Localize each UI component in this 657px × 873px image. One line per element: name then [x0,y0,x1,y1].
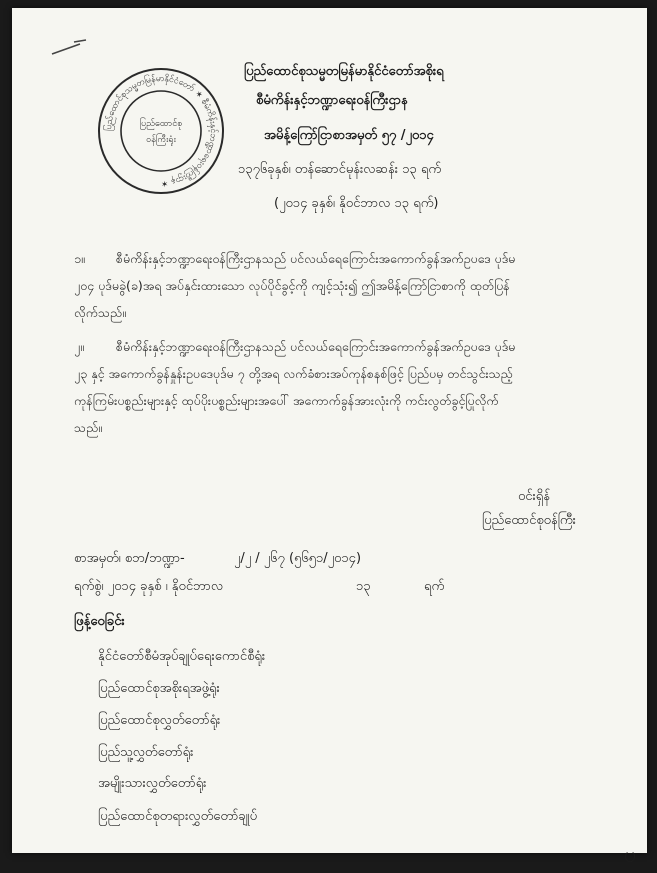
distribution-item: ပြည်ထောင်စုတရားလွှတ်တော်ချုပ် [98,809,257,824]
page-mark: ပ [624,843,637,868]
paragraph-2-line-1: စီမံကိန်းနှင့်ဘဏ္ဍာရေးဝန်ကြီးဌာနသည် ပင်လယ်ရေကြောင်းအကောက်ခွန်အက်ဥပဒေ ပုဒ်မ [116,339,516,354]
seal-ring-text: ပြည်ထောင်စုသမ္မတမြန်မာနိုင်ငံတော် ✶ စီမံကိန်းနှင့်ဘဏ္ဍာရေးဝန်ကြီးဌာန ✶ [103,73,219,189]
distribution-item: အမျိုးသားလွှတ်တော်ရုံး [98,776,207,791]
paragraph-1-line-1: စီမံကိန်းနှင့်ဘဏ္ဍာရေးဝန်ကြီးဌာနသည် ပင်လယ်ရေကြောင်းအကောက်ခွန်အက်ဥပဒေ ပုဒ်မ [116,251,516,266]
paragraph-2-line-2: ၂၃ နှင့် အကောက်ခွန်နှုန်းဥပဒေပုဒ်မ ၇ တို့အရ လက်ခံစားအပ်ကုန်စနစ်ဖြင့် ပြည်ပမှ တင်သွင်းသည့် [74,366,513,381]
reference-label: စာအမှတ်၊ စဘ/ဘဏ္ဍာ- [74,551,185,566]
paragraph-1-number: ၁။ [74,251,85,266]
signatory-title: ပြည်ထောင်စုဝန်ကြီး [482,513,576,528]
distribution-item: နိုင်ငံတော်စီမံအုပ်ချုပ်ရေးကောင်စီရုံး [98,649,266,664]
pen-mark [50,38,90,58]
reference-date-day: ၁၃ [356,579,371,594]
document-page [12,8,647,868]
paragraph-1-line-3: လိုက်သည်။ [74,305,126,320]
official-seal [96,66,226,196]
paragraph-1-line-2: ၂၀၄ ပုဒ်မခွဲ(ခ)အရ အပ်နှင်းထားသော လုပ်ပိုင်ခွင့်ကို ကျင့်သုံး၍ ဤအမိန့်ကြော်ငြာစာကို ထုတ်ပြန် [74,278,510,293]
distribution-item: ပြည်ထောင်စုလွှတ်တော်ရုံး [98,713,221,728]
header-gregorian-date: (၂၀၁၄ ခုနှစ်၊ နိုဝင်ဘာလ ၁၃ ရက်) [274,196,439,211]
paragraph-2-line-4: သည်။ [74,420,102,435]
header-government: ပြည်ထောင်စုသမ္မတမြန်မာနိုင်ငံတော်အစိုးရ [244,64,444,79]
header-ministry: စီမံကိန်းနှင့်ဘဏ္ဍာရေးဝန်ကြီးဌာန [256,93,408,108]
distribution-item: ပြည်သူ့လွှတ်တော်ရုံး [98,745,194,760]
distribution-item: ပြည်ထောင်စုအစိုးရအဖွဲ့ရုံး [98,681,220,696]
paragraph-2-number: ၂။ [74,339,84,354]
seal-center-line2: ဝန်ကြီးရုံး [146,135,176,145]
seal-center-line1: ပြည်ထောင်စု [139,119,183,129]
signatory-name: ဝင်းရှိန် [518,489,551,504]
reference-number: ၂/၂ / ၂၆၇ (၅၆၅၁/၂၀၁၄) [234,551,362,566]
paragraph-2-line-3: ကုန်ကြမ်းပစ္စည်းများနှင့် ထုပ်ပိုးပစ္စည်းများအပေါ် အကောက်ခွန်အားလုံးကို ကင်းလွတ်ခွင့်ပြုလိုက် [74,393,499,408]
distribution-title: ဖြန့်ဝေခြင်း [74,614,125,629]
reference-date-suffix: ရက် [424,579,445,594]
header-notification: အမိန့်ကြော်ငြာစာအမှတ် ၅၇ /၂၀၁၄ [264,128,434,143]
reference-date-label: ရက်စွဲ၊ ၂၀၁၄ ခုနှစ် ၊ နိုဝင်ဘာလ [74,579,224,594]
header-myanmar-date: ၁၃၇၆ခုနှစ်၊ တန်ဆောင်မုန်းလဆန်း ၁၃ ရက် [238,162,442,177]
